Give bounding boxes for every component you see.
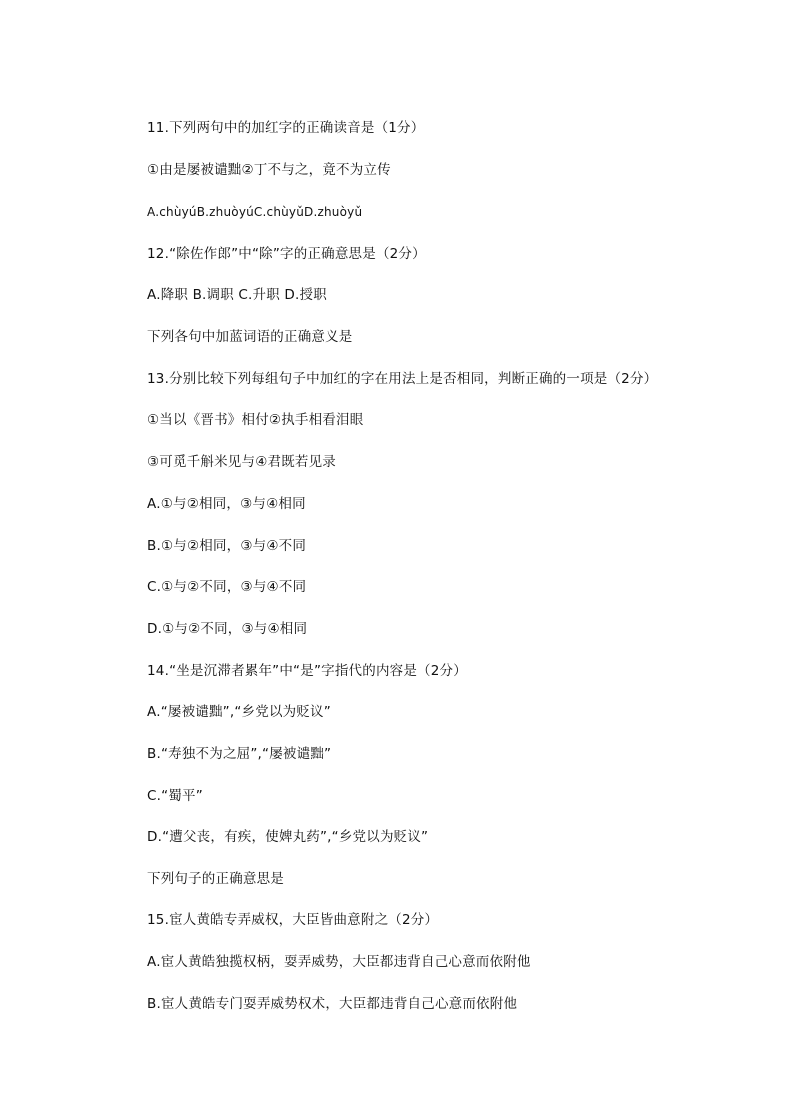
question-15-option-b: B.宦人黄皓专门耍弄威势权术，大臣都违背自己心意而依附他 (147, 996, 518, 1012)
question-11-options: A.chùyúB.zhuòyúC.chùyǔD.zhuòyǔ (147, 205, 363, 219)
section-instruction-2: 下列句子的正确意思是 (147, 871, 284, 887)
question-13-sentences-2: ③可觅千斛米见与④君既若见录 (147, 454, 337, 470)
question-14-option-b: B.“寿独不为之屈”,“屡被谴黜” (147, 746, 332, 762)
question-13-option-c: C.①与②不同，③与④不同 (147, 579, 307, 595)
question-13-option-b: B.①与②相同，③与④不同 (147, 538, 307, 554)
question-11-sentences: ①由是屡被谴黜②丁不与之，竟不为立传 (147, 162, 391, 178)
question-15-option-a: A.宦人黄皓独揽权柄，耍弄威势，大臣都违背自己心意而依附他 (147, 954, 531, 970)
question-14-option-a: A.“屡被谴黜”,“乡党以为贬议” (147, 704, 331, 720)
question-14-option-c: C.“蜀平” (147, 788, 203, 804)
question-13-option-a: A.①与②相同，③与④相同 (147, 496, 306, 512)
question-13-sentences-1: ①当以《晋书》相付②执手相看泪眼 (147, 412, 364, 428)
question-12-stem: 12.“除佐作郎”中“除”字的正确意思是（2分） (147, 246, 426, 262)
question-12-options: A.降职 B.调职 C.升职 D.授职 (147, 287, 327, 303)
section-instruction: 下列各句中加蓝词语的正确意义是 (147, 329, 353, 345)
question-15-stem: 15.宦人黄皓专弄威权，大臣皆曲意附之（2分） (147, 912, 439, 928)
question-13-stem: 13.分别比较下列每组句子中加红的字在用法上是否相同，判断正确的一项是（2分） (147, 371, 658, 387)
question-11-stem: 11.下列两句中的加红字的正确读音是（1分） (147, 120, 425, 136)
question-14-stem: 14.“坐是沉滞者累年”中“是”字指代的内容是（2分） (147, 663, 467, 679)
question-13-option-d: D.①与②不同，③与④相同 (147, 621, 308, 637)
question-14-option-d: D.“遭父丧，有疾，使婢丸药”,“乡党以为贬议” (147, 829, 429, 845)
